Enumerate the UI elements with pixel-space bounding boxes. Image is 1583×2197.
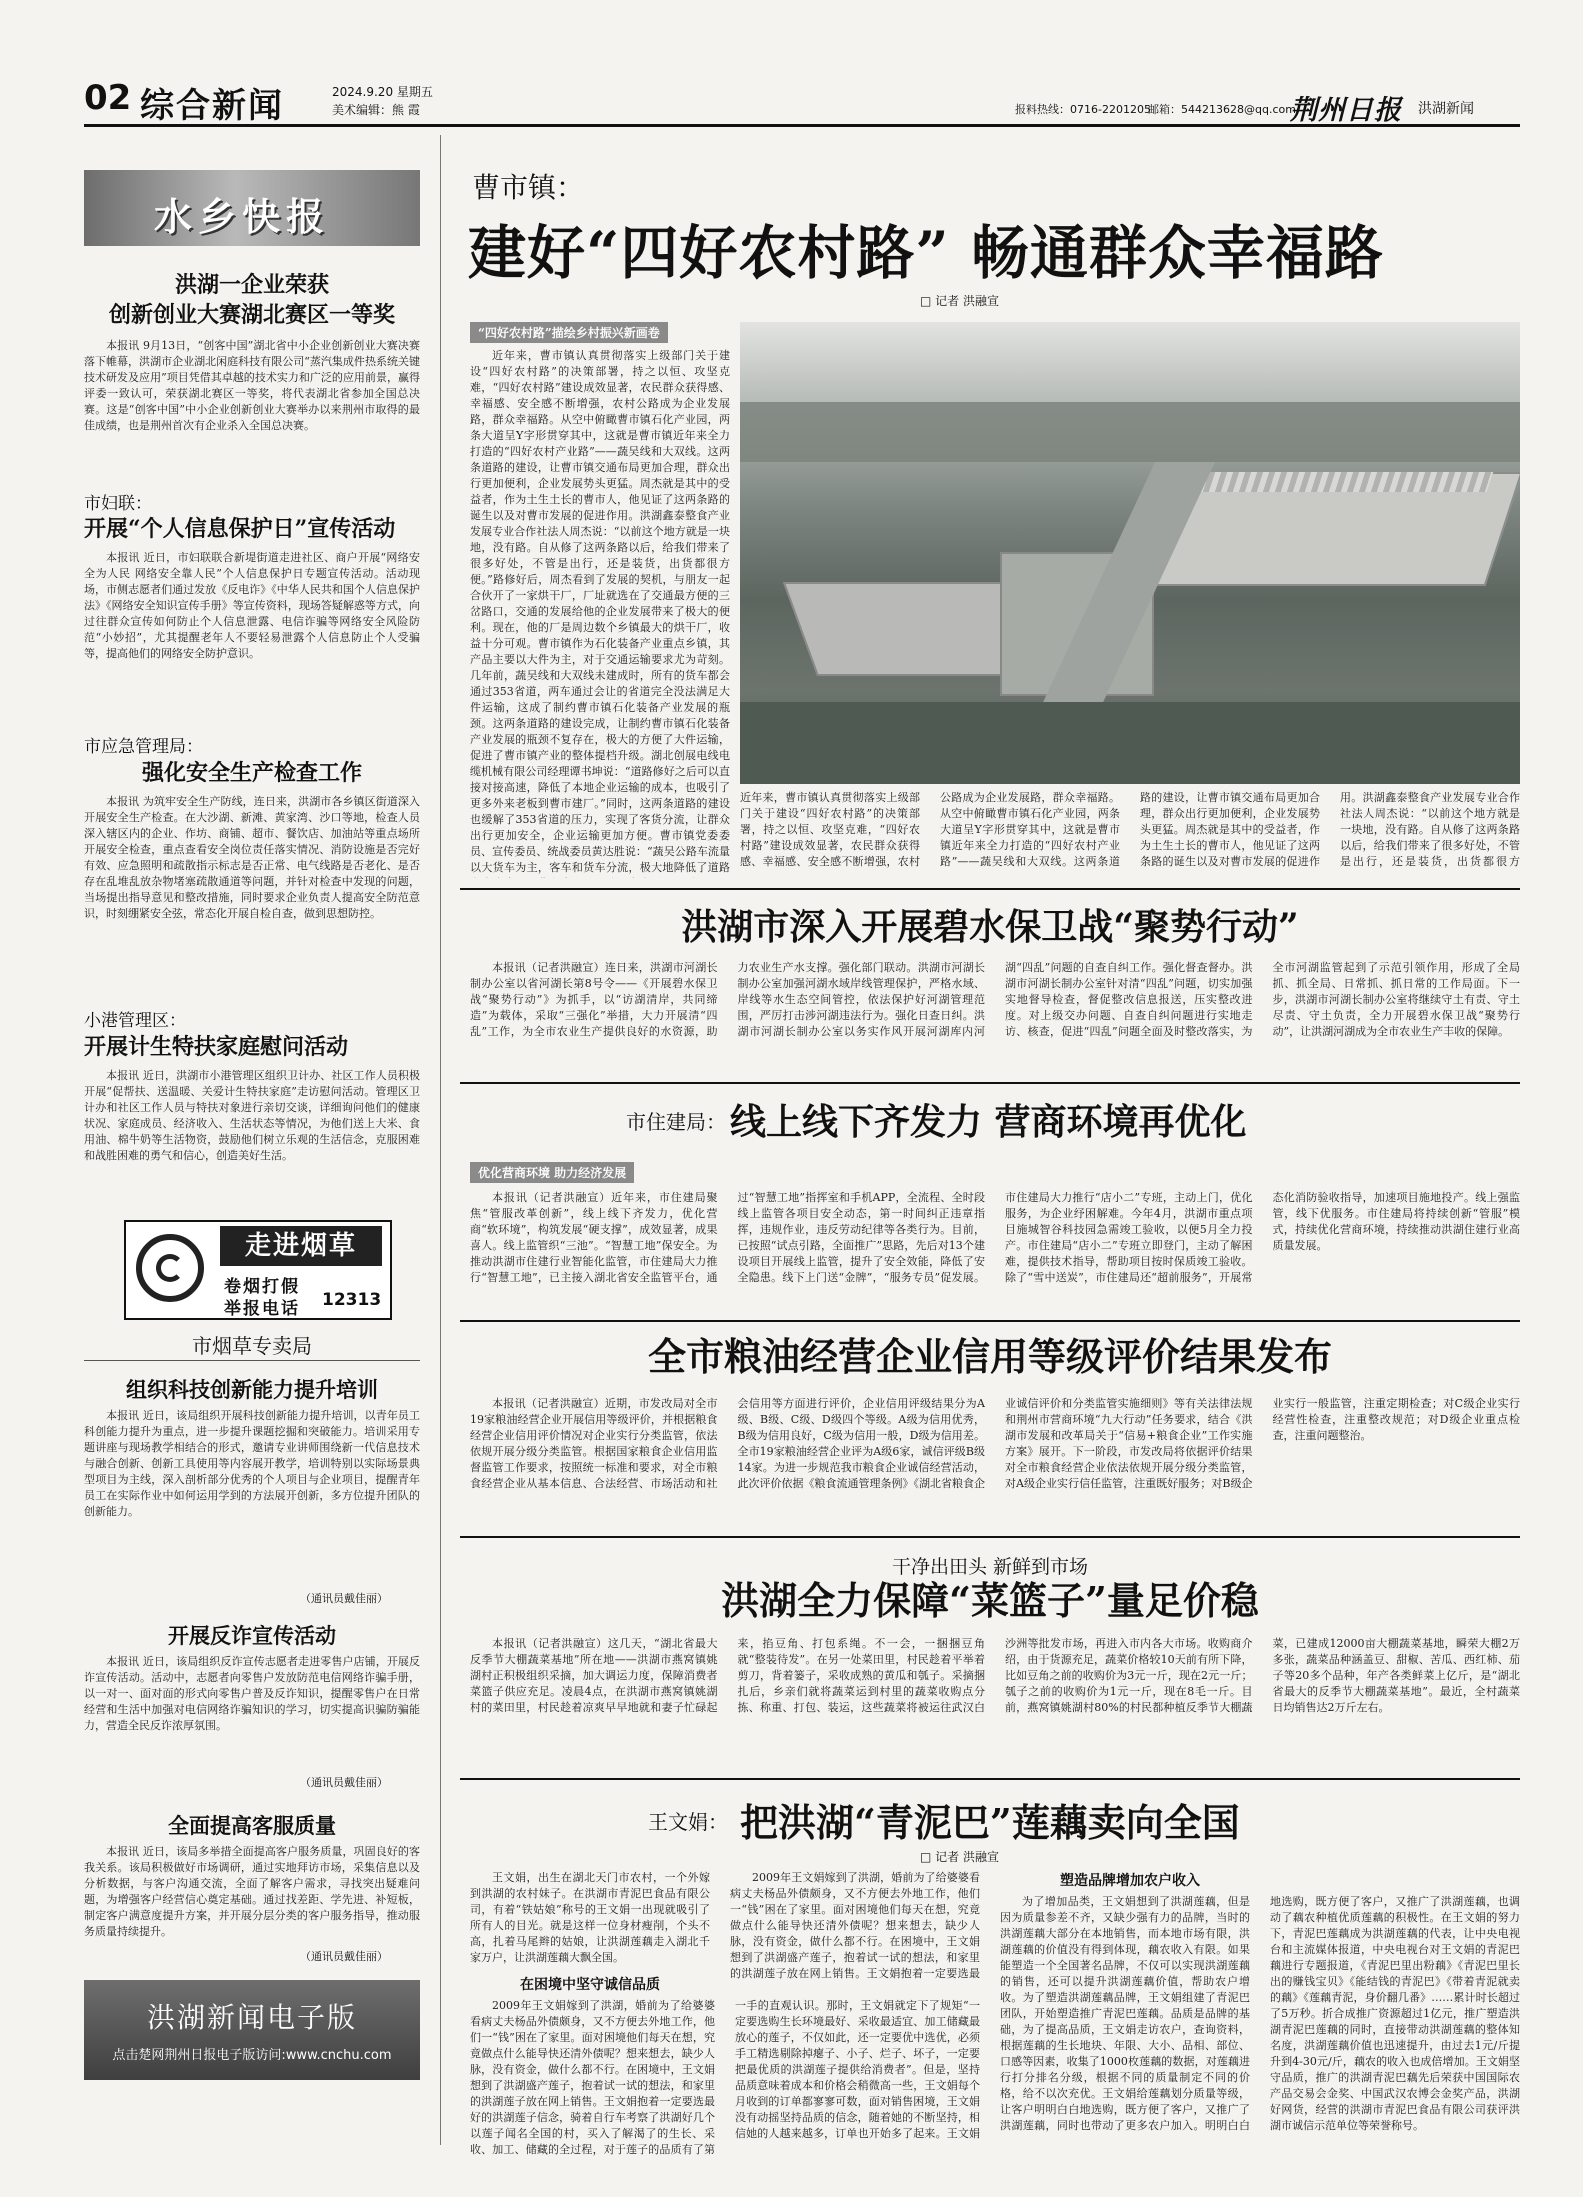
news4-title: 开展计生特扶家庭慰问活动	[84, 1034, 349, 1060]
rule-5	[460, 1778, 1520, 1780]
lead-photo	[740, 322, 1520, 784]
issue-date: 2024.9.20 星期五	[332, 85, 433, 99]
lead-tag: “四好农村路”描绘乡村振兴新画卷	[470, 322, 668, 343]
email: 邮箱：544213628@qq.com	[1148, 103, 1296, 116]
news1-body: 本报讯 9月13日，“创客中国”湖北省中小企业创新创业大赛决赛落下帷幕，洪湖市企业湖北闲庭科技有限公司“蒸汽集成件热系统关键技术研发及应用”项目凭借其卓越的技术实力和广泛的应用前景，赢得评委一致认可，荣获湖北赛区一等奖，将代表湖北省参加全国总决赛。这是“创客中国”中小企业创新创业大赛举办以来荆州市取得的最佳成绩，也是荆州首次有企业杀入全国总决赛。	[84, 339, 420, 432]
masthead-rule	[84, 124, 1520, 127]
edition-name: 洪湖新闻	[1418, 101, 1474, 117]
sidebar-banner-title: 水乡快报	[154, 194, 331, 239]
section-title: 综合新闻	[140, 86, 284, 126]
lead-body: 近年来，曹市镇认真贯彻落实上级部门关于建设“四好农村路”的决策部署，持之以恒、攻坚克难，“四好农村路”建设成效显著，农民群众获得感、幸福感、安全感不断增强，农村公路成为企业发展路，群众幸福路。从空中俯瞰曹市镇石化产业园，两条大道呈Y字形贯穿其中，这就是曹市镇近年来全力打造的“四好农村产业路”——蔬吴线和大双线。这两条道路的建设，让曹市镇交通布局更加合理，群众出行更加便利，企业发展势头更猛。周杰就是其中的受益者，作为土生土长的曹市人，他见证了这两条路的诞生以及对曹市发展的促进作用。洪湖鑫泰整食产业发展专业合作社法人周杰说：“以前这个地方就是一块地，没有路。自从修了这两条路以后，给我们带来了很多好处，不管是出行，还是装货，出货都很方便。”路修好后，周杰看到了发展的契机，与朋友一起合伙开了一家烘干厂，厂址就选在了交通最方便的三岔路口，交通的发展给他的企业发展带来了极大的便利。现在，他的厂是周边数个乡镇最大的烘干厂，收益十分可观。曹市镇作为石化装备产业重点乡镇，其产品主要以大件为主，对于交通运输要求尤为苛刻。几年前，蔬吴线和大双线未建成时，所有的货车都会通过353省道，两车通过会让的省道完全没法满足大件运输，这成了制约曹市镇石化装备产业发展的瓶颈。这两条道路的建设完成，让制约曹市镇石化装备产业发展的瓶颈不复存在，极大的方便了大件运输，促进了曹市镇产业的整体提档升级。湖北创展电线电缆机械有限公司经理谭书坤说：“道路修好之后可以直接对接高速，降低了本地企业运输的成本，也吸引了更多外来老板到曹市建厂。”同时，这两条道路的建设也缓解了353省道的压力，实现了客货分流，让群众出行更加安全，企业运输更加方便。曹市镇党委委员、宣传委员、统战委员黄达胜说：“蔬吴公路车流量以大货车为主，客车和货车分流，极大地降低了道路	[470, 349, 730, 874]
lead-byline: □ 记者 洪融宣	[920, 294, 999, 308]
lead-body-cont: 近年来，曹市镇认真贯彻落实上级部门关于建设“四好农村路”的决策部署，持之以恒、攻坚克难，“四好农村路”建设成效显著，农民群众获得感、幸福感、安全感不断增强，农村公路成为企业发展路，群众幸福路。从空中俯瞰曹市镇石化产业园，两条大道呈Y字形贯穿其中，这就是曹市镇近年来全力打造的“四好农村产业路”——蔬吴线和大双线。这两条道路的建设，让曹市镇交通布局更加合理，群众出行更加便利，企业发展势头更猛。周杰就是其中的受益者，作为土生土长的曹市人，他见证了这两条路的诞生以及对曹市发展的促进作用。洪湖鑫泰整食产业发展专业合作社法人周杰说：“以前这个地方就是一块地，没有路。自从修了这两条路以后，给我们带来了很多好处，不管是出行，还是装货，出货都很方	[740, 791, 1520, 868]
tobacco-banner-line2: 举报电话	[224, 1299, 300, 1319]
tobacco-banner-title: 走进烟草	[220, 1226, 382, 1266]
tobacco-item2-credit: （通讯员戴佳丽）	[300, 1776, 388, 1789]
news1-title-1: 洪湖一企业荣获	[174, 272, 329, 298]
rule-1	[460, 888, 1520, 890]
tobacco-unit: 市烟草专卖局	[192, 1334, 312, 1358]
story5-body: 本报讯（记者洪融宣）这几天，“湖北省最大反季节大棚蔬菜基地”所在地——洪湖市燕窝镇姚湖村正积极组织采摘，加大调运力度，保障消费者菜篮子供应充足。凌晨4点，在洪湖市燕窝镇姚湖村的菜田里，村民趁着凉爽早早地就和妻子忙碌起来，掐豆角、打包系绳。不一会，一捆捆豆角就“整装待发”。在另一处菜田里，村民趁着平举着剪刀，背着篓子，采收成熟的黄瓜和瓠子。采摘捆扎后，乡亲们就将蔬菜运到村里的蔬菜收购点分拣、称重、打包、装运，这些蔬菜将被运往武汉白沙洲等批发市场，再进入市内各大市场。收购商介绍，由于货源充足，蔬菜价格较10天前有所下降，比如豆角之前的收购价为3元一斤，现在2元一斤；瓠子之前的收购价为1元一斤，现在8毛一斤。目前，燕窝镇姚湖村80%的村民都种植反季节大棚蔬菜，已建成12000亩大棚蔬菜基地，瞬荣大棚2万多张，蔬菜品种涵盖豆、甜椒、苦瓜、西红柿、茄子等20多个品种，年产各类鲜菜上亿斤，是“湖北省最大的反季节大棚蔬菜基地”。最近，全村蔬菜日均销售达2万斤左右。	[470, 1637, 1520, 1714]
sidebar-divider	[440, 135, 441, 2145]
page-number: 02	[84, 78, 132, 118]
rule-3	[460, 1320, 1520, 1322]
news2-body: 本报讯 近日，市妇联联合新堤街道走进社区、商户开展“网络安全为人民 网络安全靠人民”个人信息保护日专题宣传活动。活动现场，市侧志愿者们通过发放《反电诈》《中华人民共和国个人信息保护法》《网络安全知识宣传手册》等宣传资料，现场答疑解惑等方式，向过往群众宣传如何防止个人信息泄露、电信诈骗等网络安全风险防范“小妙招”，尤其提醒老年人不要轻易泄露个人信息防止个人受骗等，提高他们的网络安全防护意识。	[84, 551, 420, 660]
news4-tag: 小港管理区：	[84, 1011, 186, 1031]
epaper-ad[interactable]	[84, 1980, 420, 2080]
epaper-ad-title: 洪湖新闻电子版	[146, 2001, 357, 2034]
story4-body: 本报讯（记者洪融宣）近期，市发改局对全市19家粮油经营企业开展信用等级评价，并根据粮食经营企业信用评价情况对企业实行分类监管，依法依规开展分级分类监管。根据国家粮食企业信用监督监管工作要求，按照统一标准和要求，对全市粮食经营企业从基本信息、合法经营、市场活动和社会信用等方面进行评价，企业信用评级结果分为A级、B级、C级、D级四个等级。A级为信用优秀，B级为信用良好，C级为信用一般，D级为信用差。全市19家粮油经营企业评为A级6家，诚信评级B级14家。为进一步规范我市粮食企业诚信经营活动，此次评价依据《粮食流通管理条例》《湖北省粮食企业诚信评价和分类监管实施细则》等有关法律法规和荆州市营商环境“九大行动”任务要求，结合《洪湖市发展和改革局关于“信易+粮食企业”工作实施方案》展开。下一阶段，市发改局将依据评价结果对全市粮食经营企业依法依规开展分级分类监管，对A级企业实行信任监管，注重既好服务；对B级企业实行一般监管，注重定期检查；对C级企业实行经营性检查，注重整改规范；对D级企业重点检查，注重问题整治。	[470, 1397, 1520, 1490]
story6-headline: 把洪湖“青泥巴”莲藕卖向全国	[740, 1800, 1240, 1845]
story6-byline: □ 记者 洪融宣	[920, 1850, 999, 1864]
news4-body: 本报讯 近日，洪湖市小港管理区组织卫计办、社区工作人员积极开展“促帮扶、送温暖、关爱计生特扶家庭”走访慰问活动。管理区卫计办和社区工作人员与特扶对象进行亲切交谈，详细询问他们的健康状况、家庭成员、经济收入、生活状态等情况，为他们送上大米、食用油、棉牛奶等生活物资，鼓励他们树立乐观的生活信念，克服困难和战胜困难的勇气和信心，创造美好生活。	[84, 1069, 420, 1162]
story5-kicker: 干净出田头 新鲜到市场	[891, 1556, 1089, 1578]
rule-2	[460, 1082, 1520, 1084]
story3-label: 优化营商环境 助力经济发展	[470, 1162, 634, 1183]
story6-body-b-top: 2009年王文娟嫁到了洪湖，婚前为了给婆婆看病丈夫杨品外债颇身，又不方便去外地工作，他们一“钱”困在了家里。面对困境他们每天在想，究竟做点什么能导快还清外债呢？想来想去，缺少人脉，没有资金，做什么都不行。在困境中，王文娟想到了洪湖盛产莲子，抱着试一试的想法，和家里的洪湖莲子放在网上销售。王文娟抱着一定要选最	[730, 1871, 980, 1980]
news2-title: 开展“个人信息保护日”宣传活动	[84, 516, 396, 542]
tobacco-item1-body: 本报讯 近日，该局组织开展科技创新能力提升培训，以青年员工科创能力提升为重点，进一步提升课题挖掘和突破能力。培训采用专题讲座与现场教学相结合的形式，邀请专业讲师围绕新一代信息技术与融合创新、创新工具使用等内容展开教学，培训特别以实际场景典型项目为主线，深入剖析部分优秀的个人项目与企业项目，提醒青年员工在实际作业中如何运用学到的方法展开创新，多方位提升团队的创新能力。	[84, 1409, 420, 1518]
tobacco-banner	[124, 1220, 392, 1320]
story6-subhead2: 塑造品牌增加农户收入	[1060, 1873, 1200, 1889]
tobacco-item1-title: 组织科技创新能力提升培训	[126, 1377, 378, 1402]
tobacco-banner-line1: 卷烟打假	[224, 1277, 300, 1297]
lead-headline: 建好“四好农村路” 畅通群众幸福路	[468, 219, 1384, 287]
story3-headline: 线上线下齐发力 营商环境再优化	[730, 1101, 1247, 1143]
story6-tag: 王文娟：	[648, 1810, 728, 1834]
story2-body: 本报讯（记者洪融宣）连日来，洪湖市河湖长制办公室以省河湖长第8号令——《开展碧水保卫战“聚势行动”》为抓手，以“访湖清岸，共同缔造”为载体，采取“三强化”举措，大力开展清“四乱”工作，为全市农业生产提供良好的水资源，助力农业生产水支撑。强化部门联动。洪湖市河湖长制办公室加强河湖水域岸线管理保护，严格水域、岸线等水生态空间管控，依法保护好河湖管理范围，严厉打击涉河湖违法行为。强化日查日纠。洪湖市河湖长制办公室以务实作风开展河湖库内河湖“四乱”问题的自查自纠工作。强化督查督办。洪湖市河湖长制办公室针对清“四乱”问题，切实加强实地督导检查，督促整改信息报送，压实整改进度。对上级交办问题、自查自纠问题进行实地走访、核查，促进“四乱”问题全面及时整改落实，为全市河湖监管起到了示范引领作用，形成了全局抓、抓全局、日常抓、抓日常的工作局面。下一步，洪湖市河湖长制办公室将继续守土有责、守土尽责、守土负责，全力开展碧水保卫战“聚势行动”，让洪湖河湖成为全市农业生产丰收的保障。	[470, 961, 1520, 1038]
story2-headline: 洪湖市深入开展碧水保卫战“聚势行动”	[681, 906, 1299, 948]
news3-body: 本报讯 为筑牢安全生产防线，连日来，洪湖市各乡镇区街道深入开展安全生产检查。在大沙湖、新滩、黄家湾、沙口等地，检查人员深入辖区内的企业、作坊、商铺、超市、餐饮店、加油站等重点场所开展安全检查，重点查看安全岗位责任落实情况、消防设施是否完好有效、应急照明和疏散指示标志是否正常、电气线路是否老化、是否存在乱堆乱放杂物堵塞疏散通道等问题，并针对检查中发现的问题，当场提出指导意见和整改措施，同时要求企业负责人提高安全防范意识，时刻绷紧安全弦，常态化开展自检自查，做到思想防控。	[84, 795, 420, 920]
epaper-ad-url[interactable]: 点击楚网荆州日报电子版访问:www.cnchu.com	[112, 2048, 392, 2063]
story4-headline: 全市粮油经营企业信用等级评价结果发布	[647, 1334, 1332, 1379]
sidebar-banner	[84, 170, 420, 246]
tobacco-item2-title: 开展反诈宣传活动	[168, 1623, 336, 1648]
paper-logo: 荆州日报	[1290, 95, 1402, 126]
hotline: 报料热线：0716-2201205	[1015, 103, 1151, 116]
story6-subhead1: 在困境中坚守诚信品质	[520, 1977, 660, 1993]
story3-body: 本报讯（记者洪融宣）近年来，市住建局聚焦“管服改革创新”，线上线下齐发力，优化营商“软环境”，构筑发展“硬支撑”，成效显著，成果喜人。线上监管织“三池”。“智慧工地”保安全。为推动洪湖市住建行业智能化监管，市住建局大力推行“智慧工地”，已主接入湖北省安全监管平台，通过“智慧工地”指挥室和手机APP，全流程、全时段线上监管各项目安全动态，第一时间纠正违章指挥，违规作业，违反劳动纪律等各类行为。目前，已按照“试点引路，全面推广”思路，先后对13个建设项目开展线上监管，提升了安全效能，降低了安全隐患。线下上门送“金牌”，“服务专员”促发展。市住建局大力推行“店小二”专班，主动上门，优化服务，为企业纾困解难。今年4月，洪湖市重点项目施城智谷科技园急需竣工验收，以便5月全力投产。市住建局“店小二”专班立即登门，主动了解困难，提供技术指导，帮助项目按时保质竣工验收。除了“雪中送炭”，市住建局还“超前服务”，开展常态化消防验收指导，加速项目施地投产。线上强监管，线下优服务。市住建局将持续创新“管服”模式，持续优化营商环境，持续推动洪湖住建行业高质量发展。	[470, 1191, 1520, 1284]
tobacco-item3-body: 本报讯 近日，该局多举措全面提高客户服务质量，巩固良好的客我关系。该局积极做好市场调研，通过实地拜访市场，采集信息以及分析数据，与客户沟通交流，全面了解客户需求，寻找突出疑难问题，为增强客户经营信心奠定基础。通过找差距、学先进、补短板，制定客户满意度提升方案，并开展分层分类的客户服务指导，推动服务质量持续提升。	[84, 1845, 420, 1938]
story3-tag: 市住建局：	[626, 1110, 726, 1134]
story6-intro: 王文娟，出生在湖北天门市农村，一个外嫁到洪湖的农村妹子。在洪湖市青泥巴食品有限公司，有着“铁姑娘”称号的王文娟一出现就吸引了所有人的目光。就是这样一位身材瘦削，个头不高，扎着马尾辫的姑娘，让洪湖莲藕走入湖北千家万户，让洪湖莲藕大飘全国。	[470, 1871, 710, 1964]
story6-body-b: 2009年王文娟嫁到了洪湖，婚前为了给婆婆看病丈夫杨品外债颇身，又不方便去外地工作，他们一“钱”困在了家里。面对困境他们每天在想，究竟做点什么能导快还清外债呢？想来想去，缺少人脉，没有资金，做什么都不行。在困境中，王文娟想到了洪湖盛产莲子，抱着试一试的想法，和家里的洪湖莲子放在网上销售。王文娟抱着一定要选最好的洪湖莲子信念，骑着自行车考察了洪湖好几个以莲子闻名全国的村，买入了解渴了的生长、采收、加工、储藏的全过程，对于莲子的品质有了第一手的直观认识。那时，王文娟就定下了规矩“一定要选购生长环境最好、采收最适宜、加工储藏最放心的莲子，不仅如此，还一定要优中选优，必须手工精选剔除掉瘪子、小子、烂子、坏子，一定要把最优质的洪湖莲子提供给消费者”。但是，坚持品质意味着成本和价格会稍微高一些，王文娟每个月收到的订单都寥寥可数，面对销售困境，王文娟没有动摇坚持品质的信念，随着她的不断坚持，相信她的人越来越多，订单也开始多了起来。王文娟	[470, 1999, 980, 2156]
news3-title: 强化安全生产检查工作	[141, 760, 362, 786]
art-editor: 美术编辑：熊 霞	[332, 103, 420, 117]
lead-kicker: 曹市镇：	[472, 171, 585, 204]
story6-body-c: 为了增加品类，王文娟想到了洪湖莲藕，但是因为质量参差不齐，又缺少强有力的品牌，当时的洪湖莲藕大部分在本地销售，而本地市场有限，洪湖莲藕的价值没有得到体现，藕农收入有限。如果能塑造一个全国著名品牌，不仅可以实现洪湖莲藕的销售，还可以提升洪湖莲藕价值，帮助农户增收。为了塑造洪湖莲藕品牌，王文娟组建了青泥巴团队，开始塑造推广青泥巴莲藕。品质是品牌的基础，为了提高品质，王文娟走访农户，查询资料，根据莲藕的生长地块、年限、大小、品相、部位、口感等因素，收集了1000枚莲藕的数据，对莲藕进行打分排名分级，根据不同的质量制定不同的价格，给不以次充优。王文娟给莲藕划分质量等级，让客户明明白白地选购，既方便了客户，又推广了洪湖莲藕，同时也带动了更多农户加入。明明白白地选购，既方便了客户，又推广了洪湖莲藕，也调动了藕农种植优质莲藕的积极性。在王文娟的努力下，青泥巴莲藕成为洪湖莲藕的代表，让中央电视台和主流媒体报道，中央电视台对王文娟的青泥巴藕进行专题报道，《青泥巴里出粉藕》《青泥巴里长出的赚钱宝贝》《能结钱的青泥巴》《带着青泥就卖的藕》《莲藕青泥，身价翻几番》……累计时长超过了5万秒。折合成推广资源超过1亿元，推广塑造洪湖青泥巴莲藕的同时，直接带动洪湖莲藕的整体知名度，洪湖莲藕价值也迅速提升，由过去1元/斤提升到4-30元/斤，藕农的收入也成倍增加。王文娟坚守品质，推广的洪湖青泥巴藕先后荣获中国国际农产品交易会金奖、中国武汉农博会金奖产品，洪湖好网货，经营的洪湖市青泥巴食品有限公司获评洪湖市诚信示范单位等荣誉称号。	[1000, 1895, 1520, 2132]
tobacco-item1-credit: （通讯员戴佳丽）	[300, 1592, 388, 1605]
tobacco-item3-credit: （通讯员戴佳丽）	[300, 1950, 388, 1963]
news2-tag: 市妇联：	[84, 494, 152, 514]
rule-4	[460, 1536, 1520, 1538]
story5-headline: 洪湖全力保障“菜篮子”量足价稳	[721, 1578, 1259, 1623]
tobacco-item3-title: 全面提高客服质量	[168, 1813, 336, 1838]
tobacco-logo-icon	[136, 1234, 204, 1302]
news1-title-2: 创新创业大赛湖北赛区一等奖	[108, 302, 395, 328]
tobacco-banner-phone: 12313	[322, 1290, 382, 1310]
tobacco-rule	[84, 1360, 420, 1361]
news3-tag: 市应急管理局：	[84, 737, 203, 757]
tobacco-item2-body: 本报讯 近日，该局组织反诈宣传志愿者走进零售户店铺，开展反诈宣传活动。活动中，志愿者向零售户发放防范电信网络诈骗手册，以一对一、面对面的形式向零售户普及反诈知识，提醒零售户在日常经营和生活中加强对电信网络诈骗知识的学习，切实提高识骗防骗能力，营造全民反诈浓厚氛围。	[84, 1655, 420, 1732]
